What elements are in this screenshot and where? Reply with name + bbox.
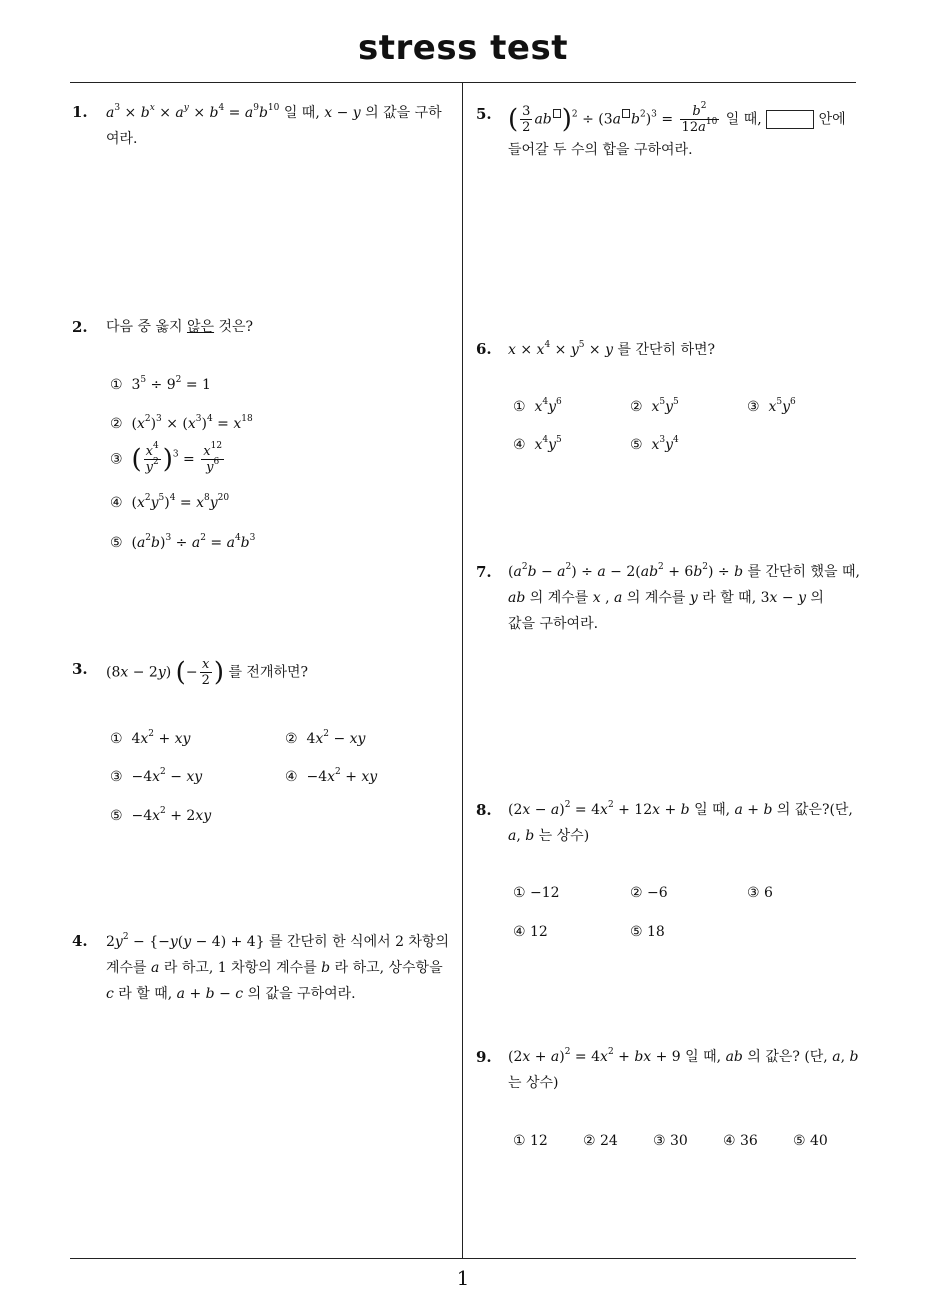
- q9-option-4[interactable]: ④ 36: [723, 1133, 758, 1149]
- q2-option-5[interactable]: ⑤ $(a^2b)^3 \div a^2 = a^4b^3$: [110, 533, 256, 551]
- question-number-6: 6.: [476, 340, 492, 358]
- q2-option-3[interactable]: ③ ( $\frac{x^4}{y^2}$ )$^3$ = $\frac{x^{12}}{y^6}$: [110, 441, 223, 475]
- question-9-text: $(2x + a)^2 = 4x^2$ + bx + 9 일 때, ab 의 값은? (단, a, b 는 상수): [508, 1047, 859, 1091]
- q3-option-1[interactable]: ① $4x^2$ + xy: [110, 729, 191, 747]
- question-1-text: $a^3 \times b^x \times a^y \times b^4 = a^9b^{10}$ 일 때, x − y 의 값을 구하 여라.: [106, 103, 442, 147]
- q3-option-4[interactable]: ④ $-4x^2$ + xy: [285, 767, 378, 785]
- question-6-text: $x \times x^4 \times y^5 \times y$ 를 간단히 하면?: [508, 340, 716, 358]
- q3-option-3[interactable]: ③ $-4x^2$ − xy: [110, 767, 203, 785]
- question-2-text: 다음 중 옳지 않은 것은?: [106, 319, 254, 335]
- q6-option-4[interactable]: ④ $x^4y^5$: [513, 435, 562, 453]
- q6-option-3[interactable]: ③ $x^5y^6$: [747, 397, 796, 415]
- q8-option-4[interactable]: ④ 12: [513, 924, 548, 940]
- question-number-5: 5.: [476, 105, 492, 123]
- q4-expression: $2y^2 - \{-y(y - 4) + 4\}$: [106, 932, 265, 950]
- question-number-3: 3.: [72, 660, 88, 678]
- column-divider: [462, 83, 463, 1259]
- q3-option-2[interactable]: ② $4x^2$ − xy: [285, 729, 366, 747]
- question-3-text: (8x − 2y) (− $\frac{x}{2}$ ) 를 전개하면?: [106, 657, 309, 688]
- bottom-rule: [70, 1258, 856, 1259]
- q2-option-2[interactable]: ② $(x^2)^3 \times (x^3)^4 = x^{18}$: [110, 414, 253, 432]
- question-number-1: 1.: [72, 103, 88, 121]
- q6-option-5[interactable]: ⑤ $x^3y^4$: [630, 435, 679, 453]
- answer-box[interactable]: [766, 110, 814, 129]
- q8-option-5[interactable]: ⑤ 18: [630, 924, 665, 940]
- q3-option-5[interactable]: ⑤ $-4x^2 + 2xy$: [110, 806, 212, 824]
- question-number-8: 8.: [476, 801, 492, 819]
- question-8-text: $(2x - a)^2 = 4x^2 + 12x + b$ 일 때, a + b 의 값은?(단, a, b 는 상수): [508, 800, 853, 844]
- q9-option-5[interactable]: ⑤ 40: [793, 1133, 828, 1149]
- q8-option-2[interactable]: ② −6: [630, 885, 668, 901]
- q6-option-2[interactable]: ② $x^5y^5$: [630, 397, 679, 415]
- page-title: stress test: [358, 28, 568, 68]
- q8-option-3[interactable]: ③ 6: [747, 885, 773, 901]
- question-number-7: 7.: [476, 563, 492, 581]
- q2-option-1[interactable]: ① $3^5 \div 9^2 = 1$: [110, 375, 211, 393]
- q7-expression: $(a^2b - a^2) \div a - 2(ab^2 + 6b^2) \div b$: [508, 562, 744, 580]
- blank-square-1: [553, 109, 561, 118]
- q9-option-1[interactable]: ① 12: [513, 1133, 548, 1149]
- question-number-9: 9.: [476, 1048, 492, 1066]
- question-number-4: 4.: [72, 932, 88, 950]
- question-5-text: ( $\frac{3}{2}$ ab )$^2$ ÷ (3a $b^2)^3$ = $\frac{b^2}{12a^{10}}$ 일 때, 안에 들어갈 두 수의 합을 구하여라.: [508, 101, 846, 158]
- question-number-2: 2.: [72, 318, 88, 336]
- top-rule: [70, 82, 856, 83]
- question-4-text: $2y^2 - \{-y(y - 4) + 4\}$ 를 간단히 한 식에서 2 차항의 계수를 a 라 하고, 1 차항의 계수를 b 라 하고, 상수항을 c 라 할 때, a + b − c 의 값을 구하여라.: [106, 932, 449, 1002]
- blank-square-2: [622, 109, 630, 118]
- q1-equation: $a^3 \times b^x \times a^y \times b^4 = a^9b^{10}$: [106, 103, 280, 121]
- q9-option-2[interactable]: ② 24: [583, 1133, 618, 1149]
- q2-option-4[interactable]: ④ $(x^2y^5)^4 = x^8y^{20}$: [110, 493, 230, 511]
- page-number: 1: [456, 1266, 470, 1290]
- q8-option-1[interactable]: ① −12: [513, 885, 560, 901]
- question-7-text: $(a^2b - a^2) \div a - 2(ab^2 + 6b^2) \div b$ 를 간단히 했을 때, ab 의 계수를 x , a 의 계수를 y 라 할 때, 3x − y 의 값을 구하여라.: [508, 562, 860, 632]
- q6-option-1[interactable]: ① $x^4y^6$: [513, 397, 562, 415]
- q9-option-3[interactable]: ③ 30: [653, 1133, 688, 1149]
